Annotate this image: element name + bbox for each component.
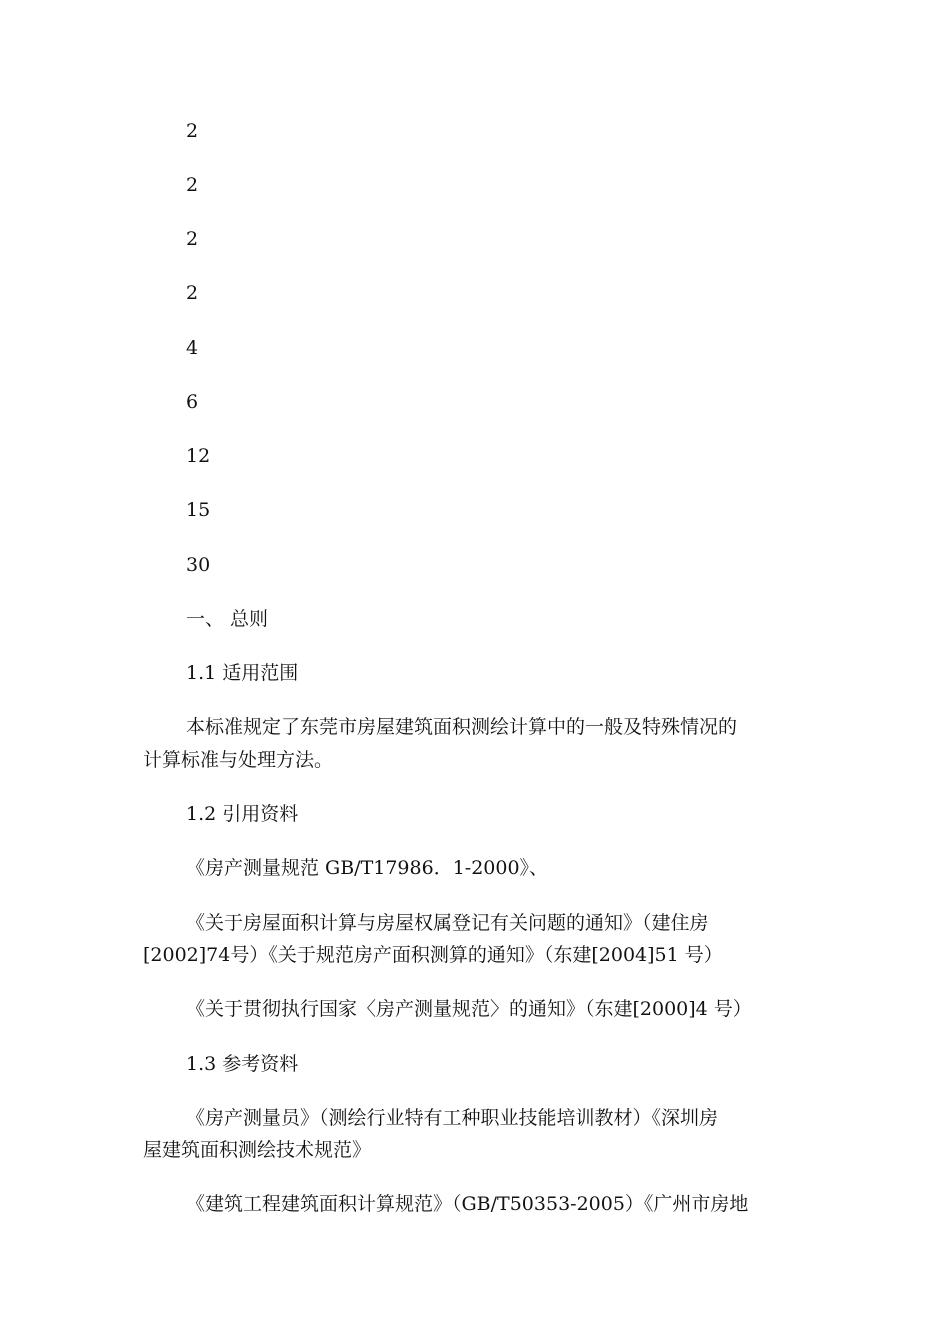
toc-page-number: 15	[186, 499, 211, 521]
toc-page-number: 6	[186, 391, 199, 413]
reference-item: 《房产测量员》（测绘行业特有工种职业技能培训教材）《深圳房	[186, 1107, 719, 1129]
subsection-title-1-1: 1.1 适用范围	[186, 662, 299, 684]
reference-item-continued: 屋建筑面积测绘技术规范》	[143, 1139, 372, 1161]
toc-page-number: 4	[186, 337, 199, 359]
scope-paragraph-line: 本标准规定了东莞市房屋建筑面积测绘计算中的一般及特殊情况的	[186, 716, 738, 738]
toc-page-number: 2	[186, 120, 199, 142]
reference-item: 《关于贯彻执行国家〈房产测量规范〉的通知》（东建[2000]4 号）	[186, 998, 752, 1020]
toc-page-number: 30	[186, 554, 211, 576]
subsection-title-1-2: 1.2 引用资料	[186, 803, 299, 825]
toc-page-number: 2	[186, 228, 199, 250]
reference-item: 《建筑工程建筑面积计算规范》（GB/T50353-2005）《广州市房地	[186, 1193, 749, 1215]
toc-page-number: 12	[186, 445, 211, 467]
reference-item: 《关于房屋面积计算与房屋权属登记有关问题的通知》（建住房	[186, 912, 709, 934]
toc-page-number: 2	[186, 174, 199, 196]
section-heading: 一、 总则	[186, 608, 269, 630]
subsection-title-1-3: 1.3 参考资料	[186, 1053, 299, 1075]
reference-item-continued: [2002]74号）《关于规范房产面积测算的通知》（东建[2004]51 号）	[143, 944, 723, 966]
scope-paragraph-line: 计算标准与处理方法。	[143, 749, 334, 771]
toc-page-number: 2	[186, 282, 199, 304]
reference-item: 《房产测量规范 GB/T17986．1-2000》、	[186, 857, 549, 879]
